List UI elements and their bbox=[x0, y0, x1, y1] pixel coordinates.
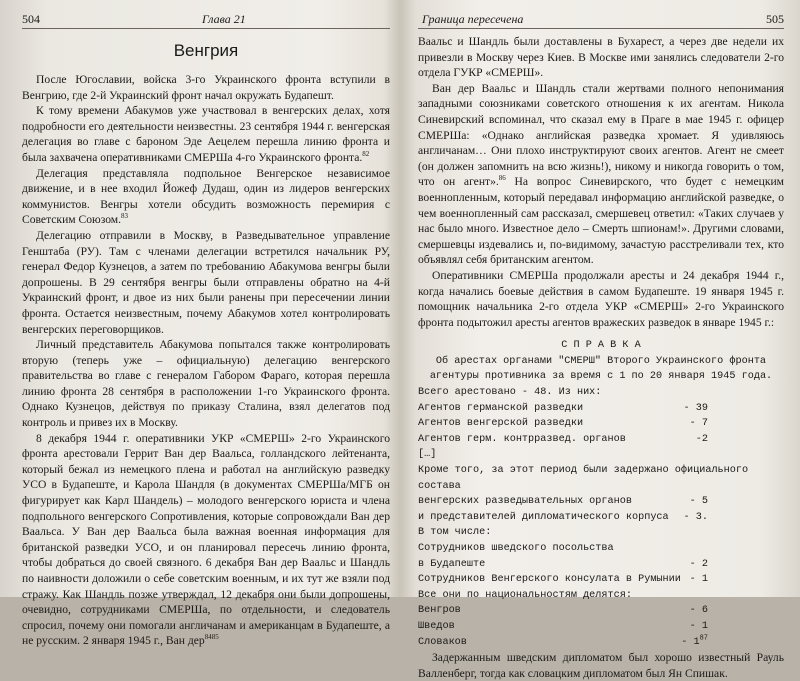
page-number: 505 bbox=[766, 12, 784, 26]
paragraph: Задержанным шведским дипломатом был хорошо известный Рауль Валленберг, тогда как словацким дипломатом был Ян Спишак. bbox=[418, 651, 784, 680]
document-line: В том числе: bbox=[418, 527, 492, 539]
paragraph: Ваальс и Шандль были доставлены в Бухарест, а через две недели их привезли в Москву через Киев. В Москве ими занялись следователи 2-го отдела ГУКР «СМЕРШ». bbox=[418, 35, 784, 80]
paragraph: 8 декабря 1944 г. оперативники УКР «СМЕРШ» 2-го Украинского фронта арестовали Геррит Ван дер Ваальса, голландского лейтенанта, который бежал из немецкого плена и работал на английскую разведку УСО в Будапеште, и Карола Шандля (в документах СМЕРШа/МГБ он фигурирует как Карл Шандель) – молодого венгерского юриста и члена подпольного венгерского Сопротивления, которые сопровождали Ван дер Ваальса. У Ван дер Ваальса была важная военная информация для британской разведки УСО, и он планировал пересечь линию фронта, чтобы добраться до своей связного. 6 декабря Ван дер Ваальс и Шандль по наивности доложили о себе советским военным, и их тут же взяли под стражу. Как Шандль позже утверждал, 12 декабря они были допрошены, очевидно, сотрудниками СМЕРШа, по отдельности, и следователь спросил, почему они помогали англичанам и американцам в Будапеште, а не русским. 2 января 1945 г., Ван дер$^{8485}$ bbox=[22, 431, 390, 648]
document-row: Агентов герм. контрразвед. органов -2 bbox=[418, 433, 708, 445]
footnote-ref: 86 bbox=[498, 174, 506, 183]
paragraph: После Югославии, войска 3-го Украинского фронта вступили в Венгрию, где 2-й Украинский фронт начал окружать Будапешт. bbox=[22, 73, 390, 102]
document-row: Сотрудников Венгерского консулата в Румынии - 1 bbox=[418, 574, 708, 586]
document-subtitle: Об арестах органами "СМЕРШ" Второго Украинского фронта bbox=[435, 355, 767, 367]
left-page-header bbox=[22, 12, 390, 28]
running-head: Граница пересечена bbox=[422, 12, 524, 26]
right-page bbox=[418, 0, 785, 680]
document-row: Словаков - $1^{87}$ bbox=[418, 634, 708, 648]
footnote-ref: 82 bbox=[362, 150, 370, 159]
left-page bbox=[22, 0, 390, 648]
footnote-ref: 83 bbox=[121, 212, 129, 221]
paragraph: Ван дер Ваальс и Шандль стали жертвами полного непонимания западными союзниками советского отношения к их агентам. Никола Синевирский вспоминал, что сказал ему в Праге в мае 1945 г. офицер СМЕРШа: «Однако английская разведка хромает. Я удивляюсь англичанам… Они плохо инструктируют своих агентов. Агент не смеет (он должен запомнить на всю жизнь!), никому и никогда говорить о том, что он агент».$^{86}$ На вопрос Синевирского, что будет с немецким военнопленным, который передавал информацию английской разведке, о чем военнопленный сам рассказал, смершевец ответил: «Таких случаев у нас было много. Известное дело – Смерть шпионам!». Другими словами, смершевцы издевались и, по-видимому, зачастую расстреливали тех, кто объявлял себя британским агентом. bbox=[418, 81, 785, 267]
document-row: венгерских разведывательных органов - 5 bbox=[418, 496, 708, 508]
document-line: […] bbox=[418, 449, 437, 461]
footnote-ref: 84 bbox=[204, 633, 212, 642]
document-row: и представителей дипломатического корпуса - 3. bbox=[418, 511, 708, 523]
running-head: Глава 21 bbox=[202, 12, 246, 26]
document-subtitle: агентуры противника за время с 1 по 20 января 1945 года. bbox=[429, 371, 773, 383]
paragraph: Делегация представляла подпольное Венгерское независимое движение, и в нее входил Йожеф Дудаш, один из лидеров венгерских коммунистов. Венгры хотели обсудить возможность перемирия с Советским Союзом.$^{83}$ bbox=[22, 166, 390, 227]
document-line: Всего арестовано - 48. Из них: bbox=[418, 387, 602, 399]
document-line: Кроме того, за этот период были задержано официального состава bbox=[418, 465, 749, 492]
document-line: Сотрудников шведского посольства bbox=[418, 543, 614, 554]
right-page-body bbox=[418, 34, 784, 681]
document-row: Агентов германской разведки - 39 bbox=[418, 402, 708, 414]
section-title: Венгрия bbox=[173, 41, 239, 60]
header-rule bbox=[418, 28, 784, 29]
archival-document bbox=[418, 338, 784, 650]
document-row: в Будапеште - 2 bbox=[418, 558, 708, 570]
document-line: Все они по национальностям делятся: bbox=[418, 589, 632, 601]
paragraph: Оперативники СМЕРШа продолжали аресты и 24 декабря 1944 г., когда начались боевые действия в самом Будапеште. 19 января 1945 г. помощник начальника 2-го отдела УКР «СМЕРШ» 2-го Украинского фронта подытожил аресты агентов вражеских разведок в январе 1945 г.: bbox=[418, 268, 784, 329]
document-row: Шведов - 1 bbox=[418, 620, 708, 632]
paragraph: Делегацию отправили в Москву, в Разведывательное управление Генштаба (РУ). Там с членами делегации встретился начальник РУ, генерал Федор Кузнецов, а затем по требованию Абакумова венгры были допрошены. В 29 сентября венгры были отправлены обратно на 4-й Украинский фронт, и двое из них были ранены при пересечении линии фронта. Остается неизвестным, почему Абакумов хотел контролировать венгерских переговорщиков. bbox=[22, 228, 390, 336]
document-row: Венгров - 6 bbox=[418, 605, 708, 617]
paragraph: К тому времени Абакумов уже участвовал в венгерских делах, хотя подробности его деятельности неизвестны. 23 сентября 1944 г. венгерская делегация во главе с бароном Эде Аецелем перешла линию фронта и была захвачена оперативниками СМЕРШа 4-го Украинского фронта.$^{82}$ bbox=[22, 104, 390, 164]
page-number: 504 bbox=[22, 12, 40, 26]
right-page-header bbox=[418, 12, 784, 28]
footnote-ref: 85 bbox=[211, 633, 219, 642]
left-page-body bbox=[22, 34, 390, 649]
document-title: С П Р А В К А bbox=[561, 340, 641, 352]
footnote-ref: 87 bbox=[699, 634, 708, 643]
document-row: Агентов венгерской разведки - 7 bbox=[418, 418, 708, 430]
header-rule bbox=[22, 28, 390, 29]
paragraph: Личный представитель Абакумова попытался также контролировать вторую (теперь уже – официальную) делегацию венгерского правительства во главе с генералом Габором Фараго, которая перешла линию фронта 28 сентября в расположении 1-го Украинского фронта. Однако Кузнецов, действуя по приказу Сталина, взял делегатов под контроль и привез их в Москву. bbox=[22, 338, 390, 430]
